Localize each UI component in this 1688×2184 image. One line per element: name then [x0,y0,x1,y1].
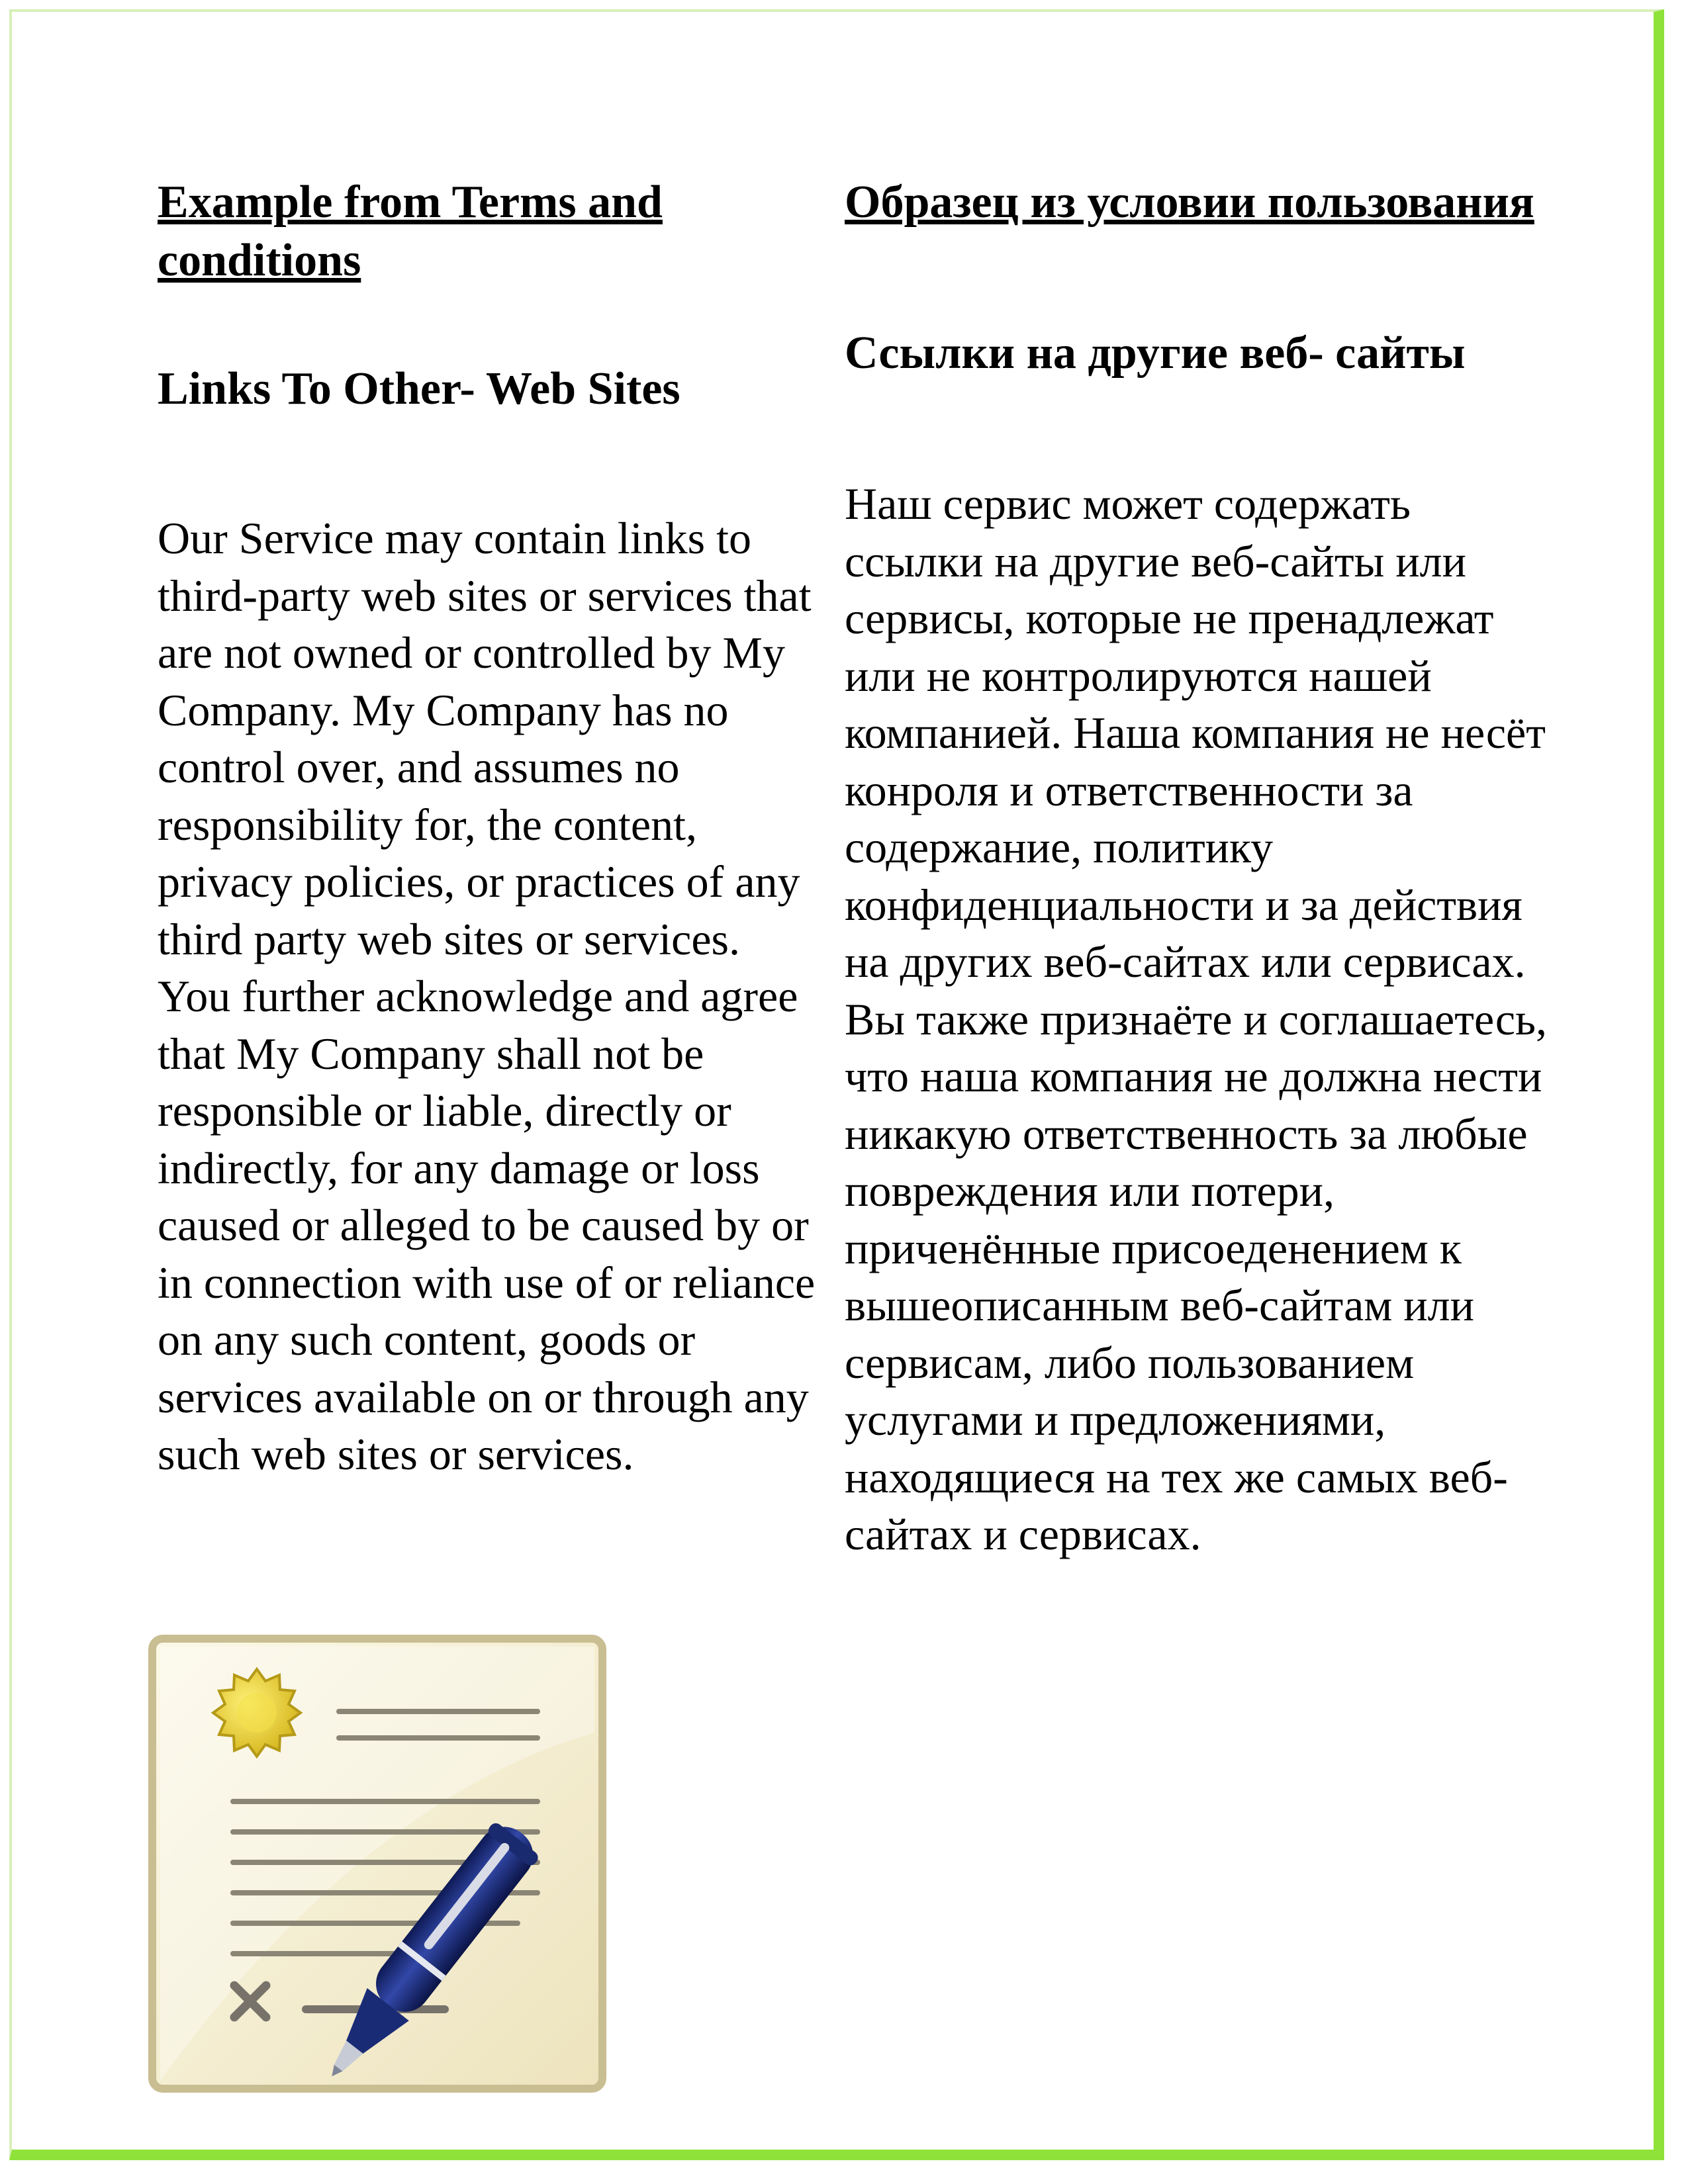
russian-heading: Образец из условии пользования [845,177,1534,228]
russian-body: Наш сервис может содержать ссылки на другие веб-сайты или сервисы, которые не пренадлежат или не контролируются нашей компанией. Наша компания не несёт конроля и ответственности за содержание, политику конфиденциальности и за действия на других веб-сайтах или сервисах. Вы также признаёте и соглашаетесь, что наша компания не должна нести никакую ответственность за любые повреждения или потери, приченённые присоеденением к вышеописанным веб-сайтам или сервисам, либо пользованием услугами и предложениями, находящиеся на тех же самых веб-сайтах и сервисах. [845,478,1548,1559]
english-body: Our Service may contain links to third-party web sites or services that are not owned or controlled by My Company. My Company has no control over, and assumes no responsibility for, the content, privacy policies, or practices of any third party web sites or services. You further acknowledge and agree that My Company shall not be responsible or liable, directly or indirectly, for any damage or loss caused or alleged to be caused by or in connection with use of or reliance on any such content, goods or services available on or through any such web sites or services. [158,513,816,1479]
english-heading: Example from Terms and conditions [158,177,663,286]
english-column [158,173,820,1483]
english-subheading: Links To Other- Web Sites [158,363,680,414]
russian-column [845,173,1553,1563]
certificate-and-pen-illustration [147,1633,690,2150]
russian-subheading: Ссылки на другие веб- сайты [845,328,1466,379]
